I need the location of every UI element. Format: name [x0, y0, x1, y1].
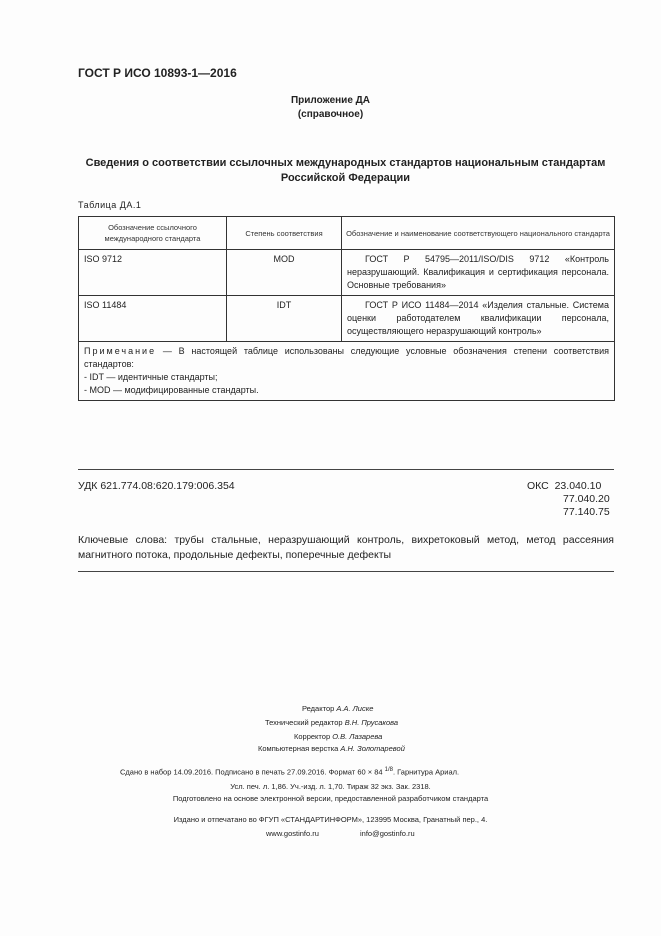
credit-proofreader — [294, 732, 382, 741]
table-caption: Таблица ДА.1 — [78, 200, 142, 210]
divider — [78, 571, 614, 572]
table-note-row — [79, 342, 615, 401]
udk-code: УДК 621.774.08:620.179:006.354 — [78, 480, 235, 492]
print-info-line-3: Подготовлено на основе электронной версии, предоставленной разработчиком стандарта — [172, 794, 489, 803]
credit-name: В.Н. Прусакова — [344, 718, 399, 727]
note-body: — В настоящей таблице использованы следующие условные обозначения степени соответствия стандартов: — [84, 346, 609, 369]
note-item: - IDT — идентичные стандарты; — [84, 372, 218, 382]
oks-label: ОКС — [527, 480, 549, 492]
header-national-standard: Обозначение и наименование соответствующего национального стандарта — [342, 217, 615, 250]
keywords: Ключевые слова: трубы стальные, неразрушающий контроль, вихретоковый метод, метод рассеяния магнитного потока, продольные дефекты, поперечные дефекты — [78, 534, 614, 561]
divider — [78, 469, 614, 470]
credit-role: Редактор — [302, 704, 335, 713]
table-row — [79, 250, 615, 296]
note-text — [84, 345, 609, 371]
section-title-line-1: Сведения о соответствии ссылочных международных стандартов национальным стандартам — [85, 157, 606, 169]
credit-name: А.А. Лиске — [336, 704, 374, 713]
credit-role: Корректор — [294, 732, 331, 741]
print-font: . Гарнитура Ариал. — [393, 767, 460, 777]
cell-standard: ISO 9712 — [79, 250, 227, 296]
appendix-title: Приложение ДА — [290, 95, 371, 106]
print-info-line-2: Усл. печ. л. 1,86. Уч.-изд. л. 1,70. Тираж 32 экз. Зак. 2318. — [230, 782, 431, 791]
print-info-line-1 — [120, 767, 459, 777]
cell-degree: MOD — [227, 250, 342, 296]
note-label: Примечание — [84, 346, 157, 356]
publisher-email[interactable]: info@gostinfo.ru — [360, 829, 415, 838]
cell-national: ГОСТ Р 54795—2011/ISO/DIS 9712 «Контроль неразрушающий. Квалификация и сертификация персонала. Основные требования» — [342, 250, 615, 296]
cell-standard: ISO 11484 — [79, 296, 227, 342]
header-international-standard: Обозначение ссылочного международного стандарта — [79, 217, 227, 250]
cell-degree: IDT — [227, 296, 342, 342]
credit-name: А.Н. Золотаревой — [340, 744, 405, 753]
header-degree: Степень соответствия — [227, 217, 342, 250]
credit-editor — [302, 704, 373, 713]
credit-tech-editor — [265, 718, 398, 727]
table-header-row — [79, 217, 615, 250]
oks-code: 77.140.75 — [563, 506, 610, 518]
section-title-line-2: Российской Федерации — [280, 172, 411, 184]
print-dates: Сдано в набор 14.09.2016. Подписано в печать 27.09.2016. Формат 60 × 84 — [120, 767, 383, 777]
cell-national: ГОСТ Р ИСО 11484—2014 «Изделия стальные. Система оценки работодателем квалификации персонала, осуществляющего неразрушающий контроль» — [342, 296, 615, 342]
table-note — [79, 342, 615, 401]
correspondence-table — [78, 216, 615, 401]
credit-role: Технический редактор — [265, 718, 343, 727]
publisher-website[interactable]: www.gostinfo.ru — [266, 829, 319, 838]
oks-codes — [527, 480, 610, 519]
credit-name: О.В. Лазарева — [332, 732, 383, 741]
format-fraction: 1/8 — [384, 767, 393, 773]
appendix-subtitle: (справочное) — [297, 109, 364, 120]
section-title — [78, 156, 613, 186]
oks-code: 23.040.10 — [554, 480, 602, 492]
publisher-info: Издано и отпечатано во ФГУП «СТАНДАРТИНФОРМ», 123995 Москва, Гранатный пер., 4. — [173, 815, 488, 824]
table-row — [79, 296, 615, 342]
note-item: - MOD — модифицированные стандарты. — [84, 385, 259, 395]
document-code: ГОСТ Р ИСО 10893-1—2016 — [78, 66, 237, 80]
credit-role: Компьютерная верстка — [258, 744, 339, 753]
oks-code: 77.040.20 — [563, 493, 610, 505]
credit-layout — [258, 744, 405, 753]
